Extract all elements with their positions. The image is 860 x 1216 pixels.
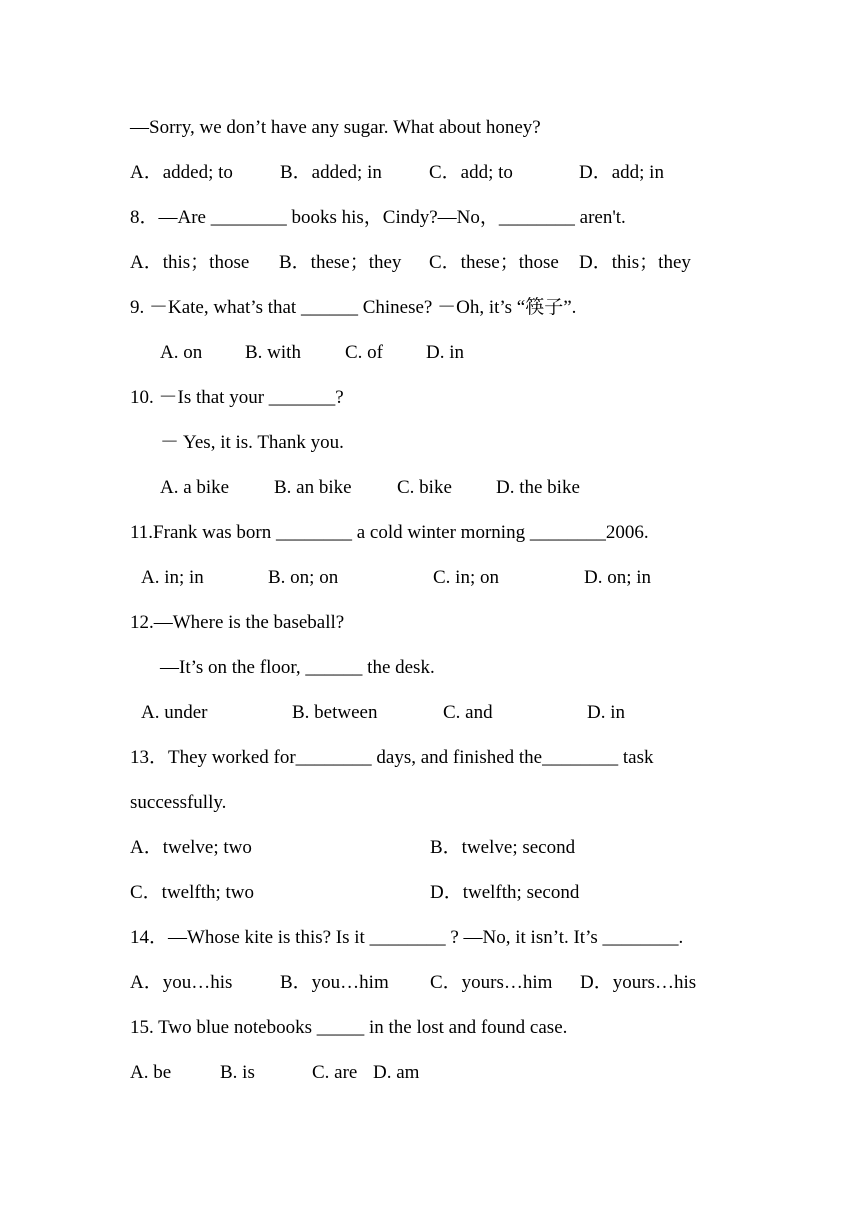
q10-option-b: B. an bike [274,477,352,498]
q13-option-c: C．twelfth; two [130,882,255,903]
q10-reply-line [160,431,344,455]
q10-options [160,476,580,500]
q7-reply-text: —Sorry, we don’t have any sugar. What about honey? [130,117,541,138]
q14-stem-text: 14．—Whose kite is this? Is it ________ ? —No, it isn’t. It’s ________. [130,927,684,948]
q11-option-c: C. in; on [433,567,499,588]
q8-options [130,251,691,275]
q8-option-b: B．these；they [279,252,402,273]
q7-options [130,161,664,185]
q12-option-b: B. between [292,702,378,723]
q13-option-a: A．twelve; two [130,837,252,858]
q12-option-c: C. and [443,702,493,723]
q12-stem-line [130,611,345,635]
q14-stem-line [130,926,684,950]
q9-option-a: A. on [160,342,203,363]
q11-option-b: B. on; on [268,567,339,588]
q8-option-a: A．this；those [130,252,250,273]
q10-option-a: A. a bike [160,477,230,498]
q12-option-d: D. in [587,702,625,723]
q15-stem-text: 15. Two blue notebooks _____ in the lost and found case. [130,1017,568,1038]
q15-option-a: A. be [130,1062,172,1083]
q10-option-c: C. bike [397,477,452,498]
q11-stem-line [130,521,649,545]
q10-option-d: D. the bike [496,477,580,498]
q8-stem-text: 8．—Are ________ books his，Cindy?—No，________ aren't. [130,207,626,228]
q12-stem-text: 12.—Where is the baseball? [130,612,345,633]
q11-stem-text: 11.Frank was born ________ a cold winter morning ________2006. [130,522,649,543]
q13-options-ab [130,836,576,860]
q12-reply-line [160,656,435,680]
q11-options [141,566,652,590]
q15-option-c: C. are [312,1062,358,1083]
q9-stem-text: 9. －Kate, what’s that ______ Chinese? －Oh, it’s “筷子”. [130,297,577,318]
q11-option-a: A. in; in [141,567,204,588]
q9-options [160,341,464,365]
q9-option-b: B. with [245,342,301,363]
q10-reply-text: － Yes, it is. Thank you. [160,432,344,453]
q14-option-a: A．you…his [130,972,233,993]
q14-option-d: D．yours…his [580,972,697,993]
q13-continuation-line [130,791,227,815]
q7-option-a: A．added; to [130,162,233,183]
q14-options [130,971,697,995]
q7-reply-line [130,116,541,140]
q12-option-a: A. under [141,702,208,723]
q8-stem-line [130,206,626,230]
q15-option-d: D. am [373,1062,420,1083]
q10-stem-text: 10. －Is that your _______? [130,387,344,408]
q15-options [130,1061,420,1085]
q13-option-b: B．twelve; second [430,837,576,858]
q7-option-b: B．added; in [280,162,382,183]
q14-option-b: B．you…him [280,972,389,993]
q12-reply-text: —It’s on the floor, ______ the desk. [160,657,435,678]
q13-option-d: D．twelfth; second [430,882,580,903]
q11-option-d: D. on; in [584,567,652,588]
q9-stem-line [130,296,577,320]
q8-option-d: D．this；they [579,252,691,273]
q7-option-c: C．add; to [429,162,513,183]
q13-stem-text: 13．They worked for________ days, and finished the________ task [130,747,654,768]
q13-stem-line [130,746,654,770]
q13-options-cd [130,881,580,905]
q9-option-c: C. of [345,342,383,363]
q12-options [141,701,625,725]
q13-continuation-text: successfully. [130,792,227,813]
q9-option-d: D. in [426,342,464,363]
q15-stem-line [130,1016,568,1040]
q8-option-c: C．these；those [429,252,559,273]
q7-option-d: D．add; in [579,162,664,183]
q15-option-b: B. is [220,1062,255,1083]
q10-stem-line [130,386,344,410]
q14-option-c: C．yours…him [430,972,553,993]
